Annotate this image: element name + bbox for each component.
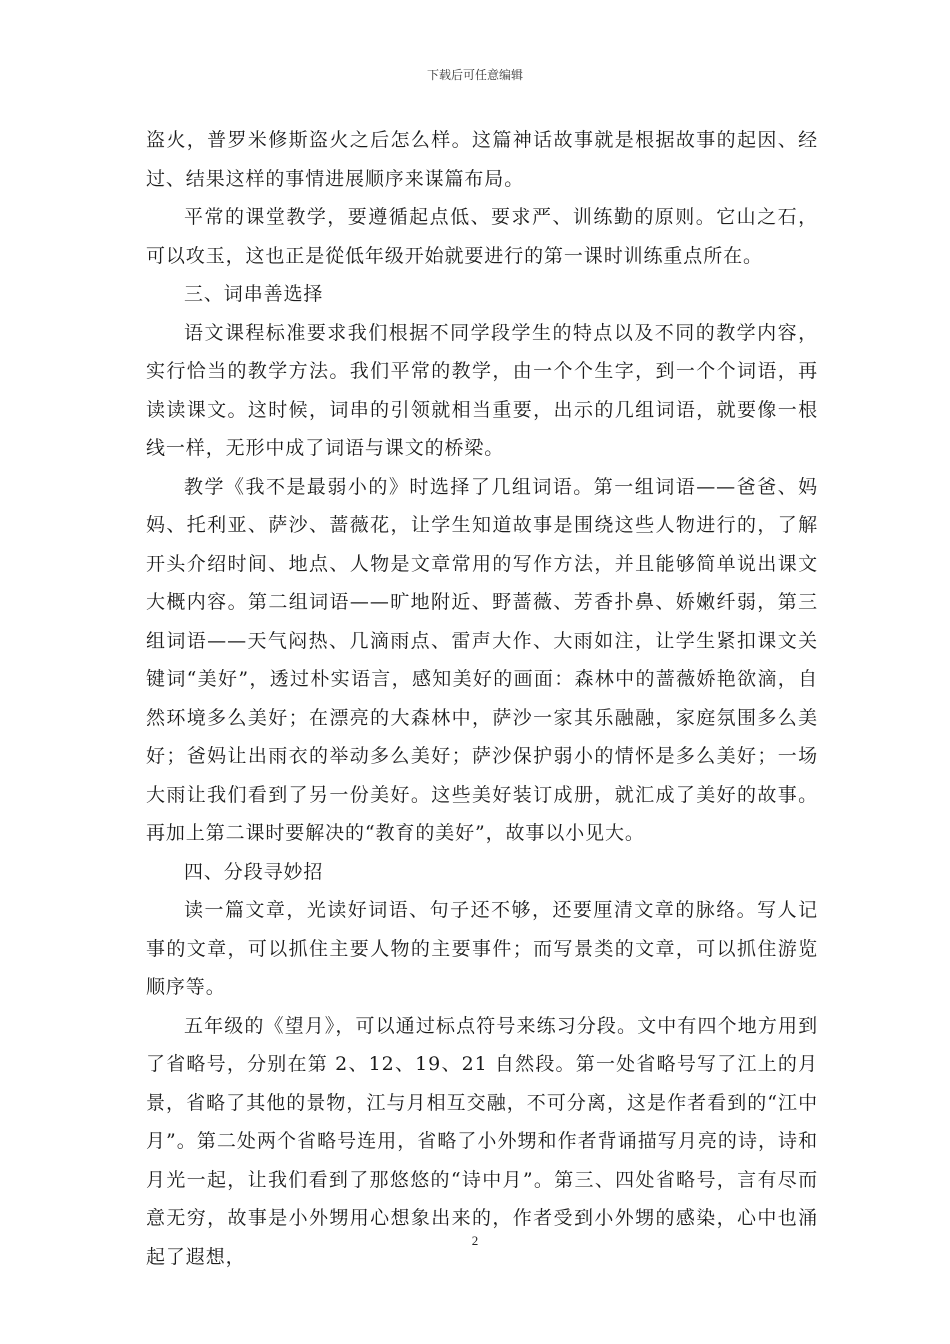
paragraph: 语文课程标准要求我们根据不同学段学生的特点以及不同的教学内容，实行恰当的教学方法。我们平常的教学，由一个个生字，到一个个词语，再读读课文。这时候，词串的引领就相当重要，出示的几组词语，就要像一根线一样，无形中成了词语与课文的桥梁。 <box>146 321 818 459</box>
paragraph: 教学《我不是最弱小的》时选择了几组词语。第一组词语——爸爸、妈妈、托利亚、萨沙、蔷薇花，让学生知道故事是围绕这些人物进行的，了解开头介绍时间、地点、人物是文章常用的写作方法，并且能够简单说出课文大概内容。第二组词语——旷地附近、野蔷薇、芳香扑鼻、娇嫩纤弱，第三组词语——天气闷热、几滴雨点、雷声大作、大雨如注，让学生紧扣课文关键词“美好”，透过朴实语言，感知美好的画面：森林中的蔷薇娇艳欲滴，自然环境多么美好；在漂亮的大森林中，萨沙一家其乐融融，家庭氛围多么美好；爸妈让出雨衣的举动多么美好；萨沙保护弱小的情怀是多么美好；一场大雨让我们看到了另一份美好。这些美好装订成册，就汇成了美好的故事。再加上第二课时要解决的“教育的美好”，故事以小见大。 <box>146 475 818 844</box>
page-number: 2 <box>471 1233 479 1248</box>
paragraph-continued: 盗火，普罗米修斯盗火之后怎么样。这篇神话故事就是根据故事的起因、经过、结果这样的事情进展顺序来谋篇布局。 <box>146 129 818 190</box>
document-body <box>146 121 818 1276</box>
paragraph: 五年级的《望月》，可以通过标点符号来练习分段。文中有四个地方用到了省略号，分别在第 2、12、19、21 自然段。第一处省略号写了江上的月景，省略了其他的景物，江与月相互交融，不可分离，这是作者看到的“江中月”。第二处两个省略号连用，省略了小外甥和作者背诵描写月亮的诗，诗和月光一起，让我们看到了那悠悠的“诗中月”。第三、四处省略号，言有尽而意无穷，故事是小外甥用心想象出来的，作者受到小外甥的感染，心中也涌起了遐想， <box>146 1014 818 1268</box>
page-header: 下载后可任意编辑 <box>426 68 523 82</box>
paragraph: 平常的课堂教学，要遵循起点低、要求严、训练勤的原则。它山之石，可以攻玉，这也正是從低年级开始就要进行的第一课时训练重点所在。 <box>146 206 818 267</box>
paragraph: 读一篇文章，光读好词语、句子还不够，还要厘清文章的脉络。写人记事的文章，可以抓住主要人物的主要事件；而写景类的文章，可以抓住游览顺序等。 <box>146 899 818 998</box>
section-heading-3: 三、词串善选择 <box>184 283 324 305</box>
section-heading-4: 四、分段寻妙招 <box>184 860 324 883</box>
